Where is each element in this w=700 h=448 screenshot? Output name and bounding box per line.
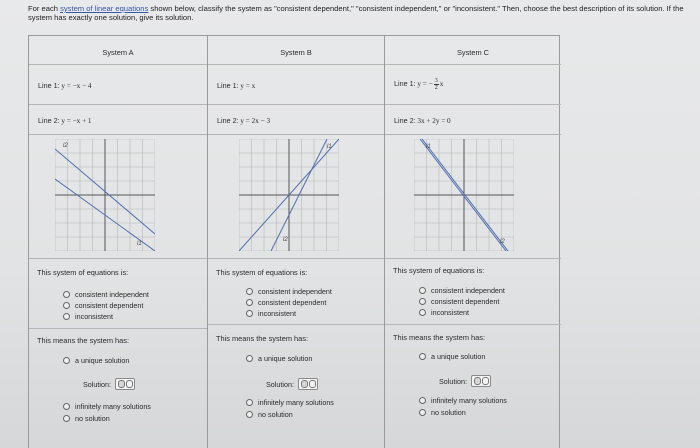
systems-table xyxy=(28,35,560,448)
option-unique-solution[interactable] xyxy=(419,352,485,361)
option-label: consistent dependent xyxy=(258,298,327,307)
option-label: infinitely many solutions xyxy=(431,396,507,405)
option-consistent-independent[interactable] xyxy=(63,290,149,299)
option-inconsistent[interactable] xyxy=(63,312,113,321)
option-label: infinitely many solutions xyxy=(258,398,334,407)
option-label: inconsistent xyxy=(75,312,113,321)
divider xyxy=(208,324,384,325)
divider xyxy=(29,328,207,329)
line1-label: Line 1: xyxy=(394,79,416,89)
divider xyxy=(385,64,561,65)
line2-label: Line 2: xyxy=(38,116,60,125)
solution-label: Solution: xyxy=(83,379,111,389)
radio-button[interactable] xyxy=(63,313,70,320)
radio-button[interactable] xyxy=(63,291,70,298)
radio-button[interactable] xyxy=(419,287,426,294)
classification-question: This system of equations is: xyxy=(37,268,129,277)
line-label: l2 xyxy=(283,237,288,243)
denominator: 2 xyxy=(434,85,438,91)
line1-label: Line 1: xyxy=(38,81,60,90)
option-label: inconsistent xyxy=(431,308,469,317)
solution-question: This means the system has: xyxy=(393,333,486,342)
option-label: consistent dependent xyxy=(431,297,500,306)
system-b-line2 xyxy=(217,116,270,125)
option-unique-solution[interactable] xyxy=(246,354,312,363)
option-label: no solution xyxy=(431,408,466,417)
option-no-solution[interactable] xyxy=(246,410,293,419)
option-label: a unique solution xyxy=(431,352,486,361)
radio-button[interactable] xyxy=(419,298,426,305)
option-label: a unique solution xyxy=(258,354,313,363)
system-a-title: System A xyxy=(102,48,134,57)
system-c-column xyxy=(385,36,561,448)
divider xyxy=(385,258,561,259)
system-b-graph xyxy=(239,139,339,251)
line-label: l1 xyxy=(426,144,431,150)
divider xyxy=(385,134,561,135)
line1-label: Line 1: xyxy=(217,81,239,90)
option-consistent-dependent[interactable] xyxy=(419,297,499,306)
line-label: l2 xyxy=(63,143,68,149)
divider xyxy=(385,104,561,105)
solution-row xyxy=(266,378,318,390)
radio-button[interactable] xyxy=(246,355,253,362)
line2-equation: y = 2x − 3 xyxy=(240,117,271,125)
radio-button[interactable] xyxy=(419,397,426,404)
system-a-line2 xyxy=(38,116,92,125)
numerator: 3 xyxy=(434,78,438,84)
option-consistent-dependent[interactable] xyxy=(63,301,143,310)
classification-question: This system of equations is: xyxy=(393,266,485,275)
line-label: l1 xyxy=(327,144,332,150)
instructions xyxy=(28,4,700,22)
line1-equation: y = x xyxy=(240,82,256,90)
line1-equation-pre: y = − xyxy=(417,80,433,89)
option-label: consistent independent xyxy=(75,290,149,299)
option-label: infinitely many solutions xyxy=(75,402,151,411)
solution-question: This means the system has: xyxy=(216,334,309,343)
ordered-pair-input[interactable] xyxy=(115,378,135,390)
divider xyxy=(208,64,384,65)
system-b-title: System B xyxy=(280,48,312,57)
system-c-graph xyxy=(414,139,514,251)
option-label: a unique solution xyxy=(75,356,130,365)
solution-row xyxy=(83,378,135,390)
option-label: consistent independent xyxy=(431,286,505,295)
solution-label: Solution: xyxy=(266,379,294,389)
option-label: no solution xyxy=(75,414,110,423)
option-label: no solution xyxy=(258,410,293,419)
solution-row xyxy=(439,375,491,387)
radio-button[interactable] xyxy=(63,302,70,309)
system-c-line2 xyxy=(394,116,451,125)
radio-button[interactable] xyxy=(63,415,70,422)
option-consistent-independent[interactable] xyxy=(419,286,505,295)
ordered-pair-input[interactable] xyxy=(298,378,318,390)
option-unique-solution[interactable] xyxy=(63,356,129,365)
radio-button[interactable] xyxy=(419,309,426,316)
line2-equation: 3x + 2y = 0 xyxy=(417,117,451,125)
radio-button[interactable] xyxy=(419,409,426,416)
divider xyxy=(29,64,207,65)
line2-label: Line 2: xyxy=(394,116,416,125)
divider xyxy=(29,258,207,259)
system-a-graph xyxy=(55,139,155,251)
divider xyxy=(208,104,384,105)
system-b-line1 xyxy=(217,81,255,90)
glossary-link[interactable]: system of linear equations xyxy=(60,4,149,13)
radio-button[interactable] xyxy=(246,399,253,406)
divider xyxy=(29,134,207,135)
option-label: consistent dependent xyxy=(75,301,144,310)
radio-button[interactable] xyxy=(246,299,253,306)
divider xyxy=(385,324,561,325)
radio-button[interactable] xyxy=(246,288,253,295)
option-consistent-dependent[interactable] xyxy=(246,298,326,307)
line1-equation: y = −x − 4 xyxy=(61,82,92,90)
divider xyxy=(208,134,384,135)
instructions-suffix: shown below, classify the system as "consistent dependent," "consistent independent," or "inconsistent." Then, choose the best description of its solution. If the system has exactly one solution, give its solution. xyxy=(28,4,684,22)
line-label: l1 xyxy=(137,241,142,247)
option-infinitely-many[interactable] xyxy=(419,396,507,405)
system-a-column xyxy=(29,36,208,448)
option-inconsistent[interactable] xyxy=(419,308,469,317)
classification-question: This system of equations is: xyxy=(216,268,308,277)
ordered-pair-input[interactable] xyxy=(471,375,491,387)
line2-label: Line 2: xyxy=(217,116,239,125)
solution-label: Solution: xyxy=(439,376,467,386)
system-c-line1 xyxy=(394,78,443,91)
instructions-prefix: For each xyxy=(28,4,61,13)
solution-question: This means the system has: xyxy=(37,336,130,345)
option-inconsistent[interactable] xyxy=(246,309,296,318)
system-a-line1 xyxy=(38,81,92,90)
option-label: consistent independent xyxy=(258,287,332,296)
line-label: l2 xyxy=(500,239,505,245)
fraction xyxy=(434,78,439,91)
radio-button[interactable] xyxy=(63,357,70,364)
system-b-column xyxy=(208,36,385,448)
option-consistent-independent[interactable] xyxy=(246,287,332,296)
divider xyxy=(208,258,384,259)
radio-button[interactable] xyxy=(63,403,70,410)
option-no-solution[interactable] xyxy=(63,414,110,423)
option-infinitely-many[interactable] xyxy=(63,402,151,411)
radio-button[interactable] xyxy=(246,411,253,418)
radio-button[interactable] xyxy=(419,353,426,360)
option-label: inconsistent xyxy=(258,309,296,318)
system-c-title: System C xyxy=(456,48,490,57)
line2-equation: y = −x + 1 xyxy=(61,117,92,125)
divider xyxy=(29,104,207,105)
option-no-solution[interactable] xyxy=(419,408,466,417)
line1-equation-post: x xyxy=(439,80,444,89)
radio-button[interactable] xyxy=(246,310,253,317)
option-infinitely-many[interactable] xyxy=(246,398,334,407)
